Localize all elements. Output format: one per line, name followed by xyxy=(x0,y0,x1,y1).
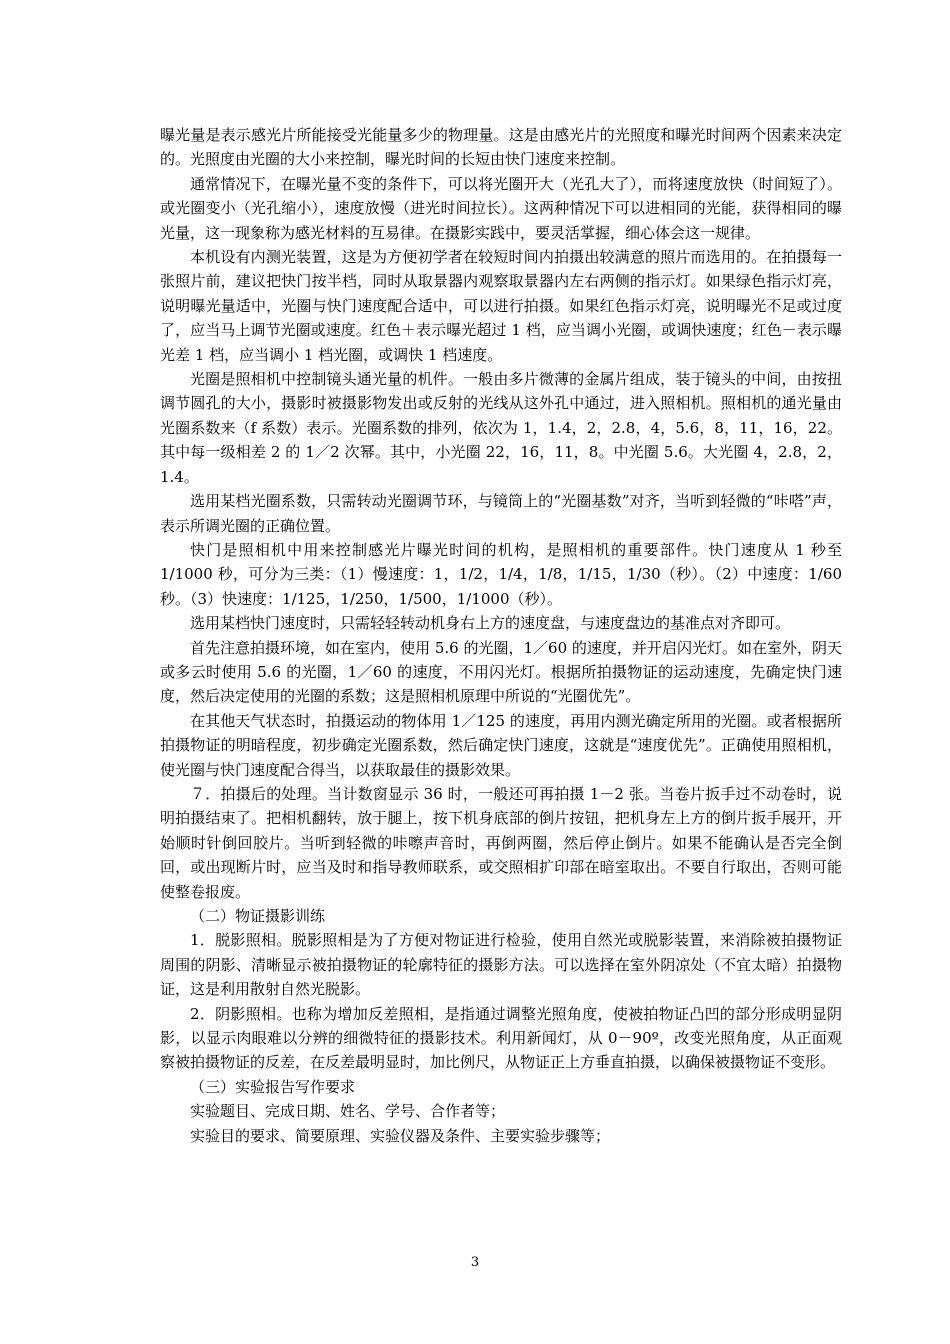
section-heading-report: （三）实验报告写作要求 xyxy=(190,1077,356,1096)
paragraph-shadow: 2．阴影照相。也称为增加反差照相，是指通过调整光照角度，使被拍物证凸凹的部分形成明显阴影，以显示肉眼难以分辨的细微特征的摄影技术。利用新闻灯，从 0－90º，改变光照角度，从正面观察被拍摄物证的反差，在反差最明显时，加比例尺，从物证正上方垂直拍摄，以确保被摄物证不变形。 xyxy=(160,1004,842,1072)
paragraph-speed-priority: 在其他天气状态时，拍摄运动的物体用 1／125 的速度，再用内测光确定所用的光圈。或者根据所拍摄物证的明暗程度，初步确定光圈系数，然后确定快门速度，这就是“速度优先”。正确使用照相机，使光圈与快门速度配合得当，以获取最佳的摄影效果。 xyxy=(160,711,842,779)
page-number: 3 xyxy=(470,1255,480,1270)
paragraph-report-item-2: 实验目的要求、简要原理、实验仪器及条件、主要实验步骤等； xyxy=(190,1126,611,1145)
paragraph-aperture-priority: 首先注意拍摄环境，如在室内，使用 5.6 的光圈，1／60 的速度，并开启闪光灯。如在室外，阴天或多云时使用 5.6 的光圈，1／60 的速度，不用闪光灯。根据所拍摄物证的运动速度，先确定快门速度，然后决定使用的光圈的系数；这是照相机原理中所说的“光圈优先”。 xyxy=(160,638,842,706)
document-body xyxy=(160,123,842,1148)
paragraph-reciprocity: 通常情况下，在曝光量不变的条件下，可以将光圈开大（光孔大了），而将速度放快（时间短了）。或光圈变小（光孔缩小），速度放慢（进光时间拉长）。这两种情况下可以进相同的光能，获得相同的曝光量，这一现象称为感光材料的互易律。在摄影实践中，要灵活掌握，细心体会这一规律。 xyxy=(160,174,842,242)
paragraph-report-item-1: 实验题目、完成日期、姓名、学号、合作者等； xyxy=(190,1102,506,1121)
paragraph-exposure: 曝光量是表示感光片所能接受光能量多少的物理量。这是由感光片的光照度和曝光时间两个因素来决定的。光照度由光圈的大小来控制，曝光时间的长短由快门速度来控制。 xyxy=(160,126,842,169)
paragraph-post-processing: ７．拍摄后的处理。当计数窗显示 36 时，一般还可再拍摄 1－2 张。当卷片扳手过不动卷时，说明拍摄结束了。把相机翻转，放于腿上，按下机身底部的倒片按钮，把机身左上方的倒片扳手展开，开始顺时针倒回胶片。当听到轻微的咔嚓声音时，再倒两圈，然后停止倒片。如果不能确认是否完全倒回，或出现断片时，应当及时和指导教师联系，或交照相扩印部在暗室取出。不要自行取出，否则可能使整卷报废。 xyxy=(160,784,842,901)
paragraph-aperture-select: 选用某档光圈系数，只需转动光圈调节环，与镜筒上的“光圈基数”对齐，当听到轻微的“咔嗒”声，表示所调光圈的正确位置。 xyxy=(160,492,842,535)
paragraph-aperture: 光圈是照相机中控制镜头通光量的机件。一般由多片微薄的金属片组成，装于镜头的中间，由按扭调节圆孔的大小，摄影时被摄影物发出或反射的光线从这外孔中通过，进入照相机。照相机的通光量由光圈系数来（f 系数）表示。光圈系数的排列，依次为 1，1.4，2，2.8，4，5.6，8，11，16，22。其中每一级相差 2 的 1／2 次幂。其中，小光圈 22，16，11，8。中光圈 5.6。大光圈 4，2.8，2，1.4。 xyxy=(160,370,842,486)
paragraph-shutter-select: 选用某档快门速度时，只需轻轻转动机身右上方的速度盘，与速度盘边的基准点对齐即可。 xyxy=(190,614,791,633)
paragraph-shadowless: 1．脱影照相。脱影照相是为了方便对物证进行检验，使用自然光或脱影装置，来消除被拍摄物证周围的阴影、清晰显示被拍摄物证的轮廓特征的摄影方法。可以选择在室外阴凉处（不宜太暗）拍摄物证，这是利用散射自然光脱影。 xyxy=(160,931,842,999)
paragraph-shutter: 快门是照相机中用来控制感光片曝光时间的机构，是照相机的重要部件。快门速度从 1 秒至 1/1000 秒，可分为三类：（1）慢速度：1，1/2，1/4，1/8，1/15，1/30（秒）。（2）中速度：1/60 秒。（3）快速度：1/125，1/250，1/500，1/1000（秒）。 xyxy=(160,540,842,608)
section-heading-evidence-photography: （二）物证摄影训练 xyxy=(190,907,326,925)
paragraph-metering: 本机设有内测光装置，这是为方便初学者在较短时间内拍摄出较满意的照片而选用的。在拍摄每一张照片前，建议把快门按半档，同时从取景器内观察取景器内左右两侧的指示灯。如果绿色指示灯亮，说明曝光量适中，光圈与快门速度配合适中，可以进行拍摄。如果红色指示灯亮，说明曝光不足或过度了，应当马上调节光圈或速度。红色＋表示曝光超过 1 档，应当调小光圈，或调快速度；红色－表示曝光差 1 档，应当调小 1 档光圈，或调快 1 档速度。 xyxy=(160,248,842,364)
